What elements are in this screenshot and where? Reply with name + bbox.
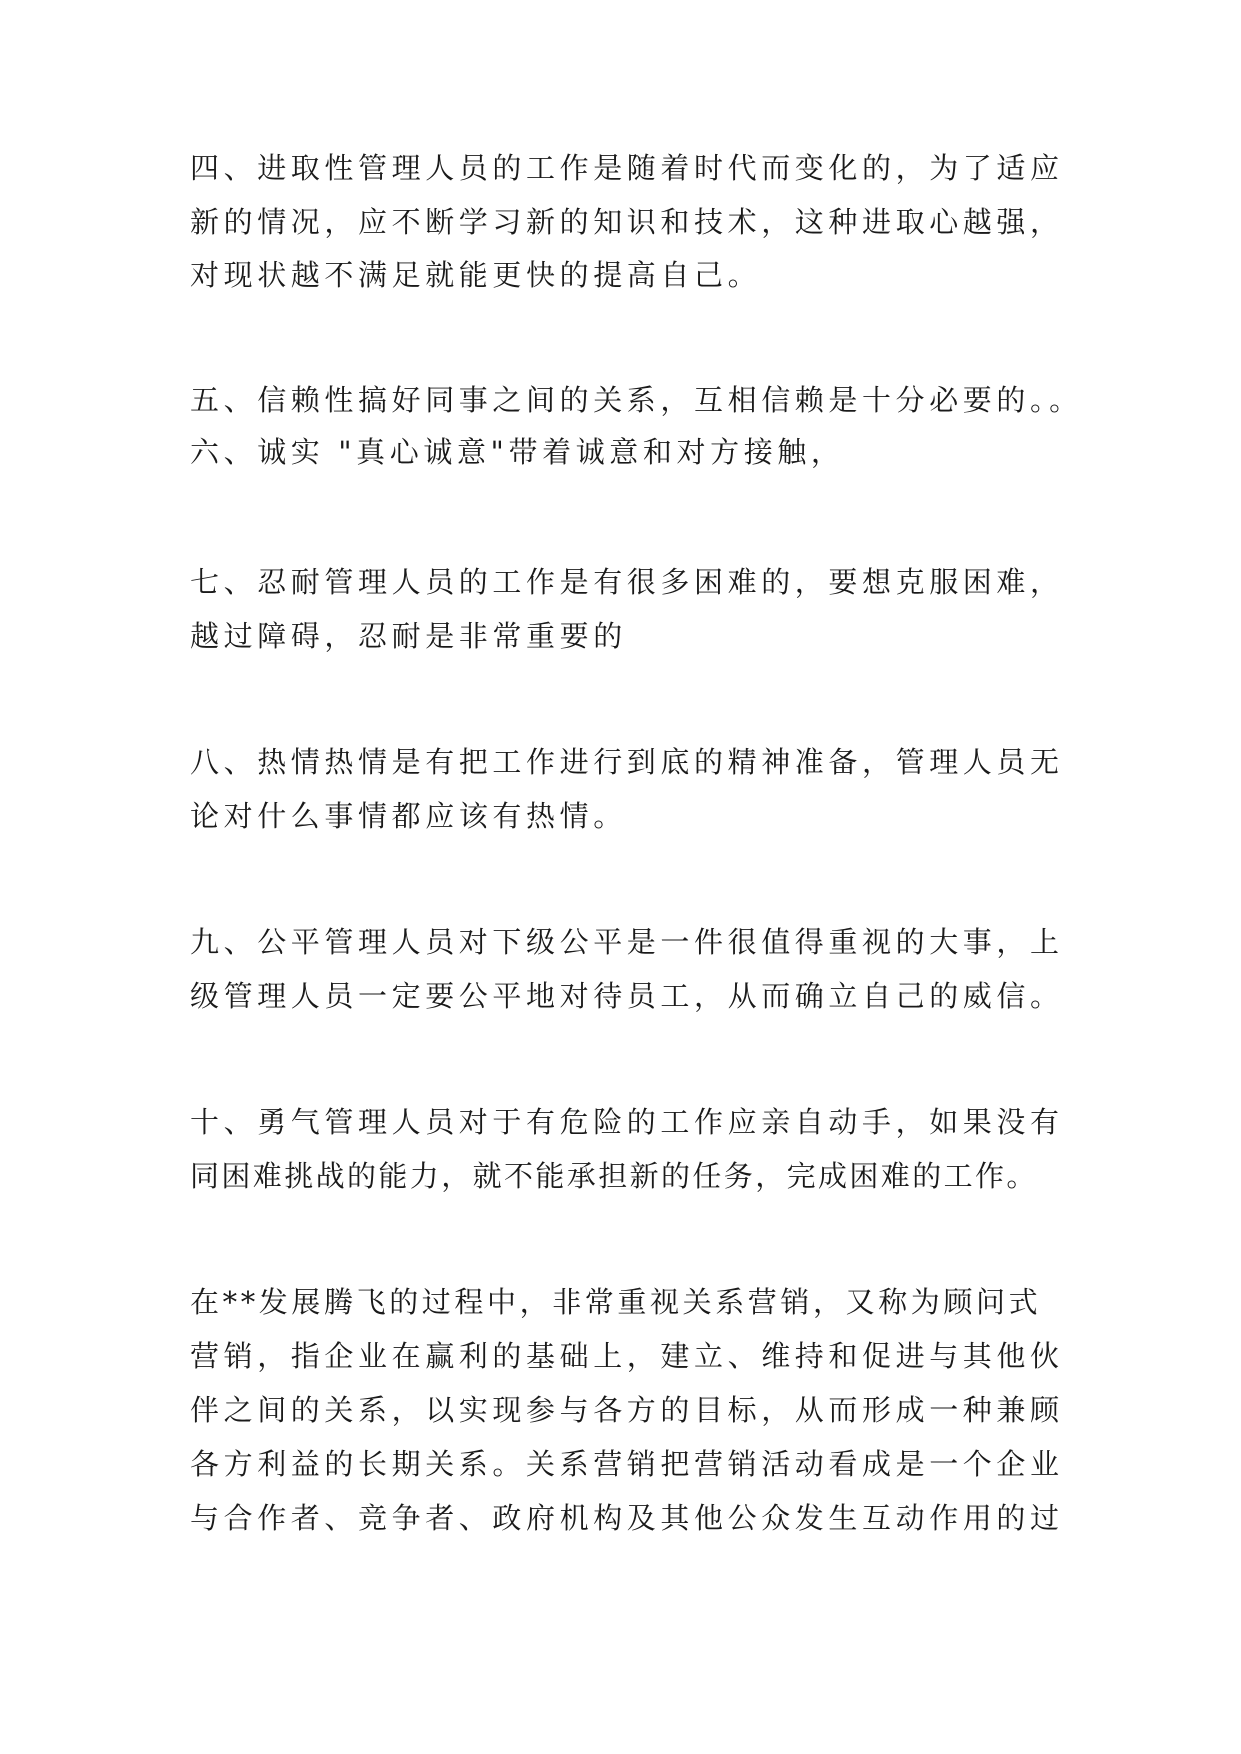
paragraph-10-line-2: 同困难挑战的能力，就不能承担新的任务，完成困难的工作。 <box>190 1159 1038 1193</box>
paragraph-11-line-3: 伴之间的关系，以实现参与各方的目标，从而形成一种兼顾 <box>190 1393 1064 1427</box>
paragraph-11-line-2: 营销，指企业在赢利的基础上，建立、维持和促进与其他伙 <box>190 1339 1064 1373</box>
paragraph-4-line-2: 新的情况，应不断学习新的知识和技术，这种进取心越强， <box>190 205 1064 239</box>
paragraph-10-line-1: 十、勇气管理人员对于有危险的工作应亲自动手，如果没有 <box>190 1105 1064 1139</box>
paragraph-11-line-1: 在**发展腾飞的过程中，非常重视关系营销，又称为顾问式 <box>190 1285 1042 1319</box>
paragraph-8-line-2: 论对什么事情都应该有热情。 <box>190 799 627 833</box>
paragraph-11-line-4: 各方利益的长期关系。关系营销把营销活动看成是一个企业 <box>190 1447 1064 1481</box>
paragraph-8-line-1: 八、热情热情是有把工作进行到底的精神准备，管理人员无 <box>190 745 1064 779</box>
paragraph-9-line-1: 九、公平管理人员对下级公平是一件很值得重视的大事，上 <box>190 925 1064 959</box>
paragraph-7-line-1: 七、忍耐管理人员的工作是有很多困难的，要想克服困难， <box>190 565 1064 599</box>
paragraph-5-line-1: 五、信赖性搞好同事之间的关系，互相信赖是十分必要的。。 <box>190 383 1083 417</box>
paragraph-4-line-3: 对现状越不满足就能更快的提高自己。 <box>190 258 762 292</box>
paragraph-6-line-1: 六、诚实 "真心诚意"带着诚意和对方接触， <box>190 435 845 469</box>
paragraph-9-line-2: 级管理人员一定要公平地对待员工，从而确立自己的威信。 <box>190 979 1064 1013</box>
paragraph-11-line-5: 与合作者、竞争者、政府机构及其他公众发生互动作用的过 <box>190 1501 1064 1535</box>
paragraph-4-line-1: 四、进取性管理人员的工作是随着时代而变化的，为了适应 <box>190 151 1064 185</box>
paragraph-7-line-2: 越过障碍，忍耐是非常重要的 <box>190 619 627 653</box>
